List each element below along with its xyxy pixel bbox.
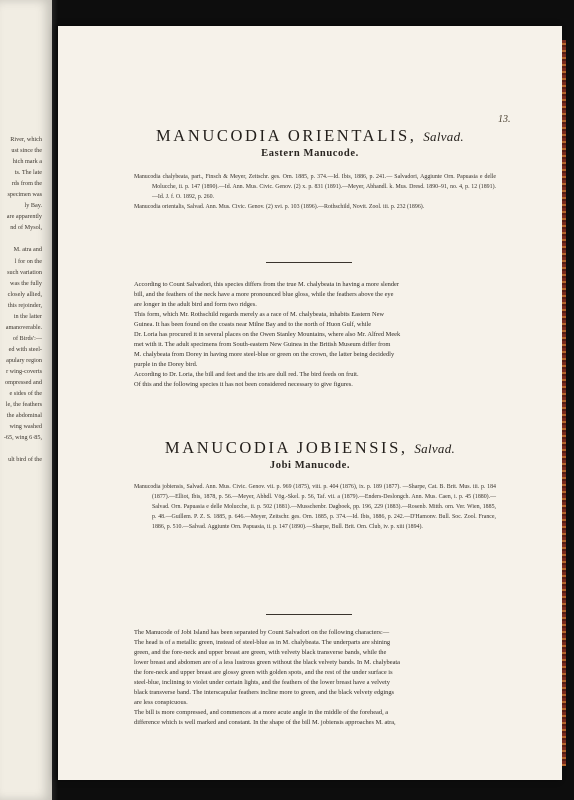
- left-page-line: River, which: [10, 136, 42, 143]
- common-name-orientalis: Eastern Manucode.: [261, 148, 359, 159]
- body-line: This form, which Mr. Rothschild regards merely as a race of M. chalybeata, inhabits Eastern New: [134, 311, 385, 319]
- reference-entry: Manucodia orientalis, Salvad. Ann. Mus. Civic. Genov. (2) xvi. p. 103 (1896).—Rothschild, Novit. Zool. iii. p. 232 (1896).: [134, 204, 425, 210]
- body-line: black transverse band. The interscapular feathers incline more to green, and the black velvety edgings: [134, 689, 395, 697]
- body-line: lower breast and abdomen are of a less lustrous green without the black velvety bands. In M. chalybeata: [134, 659, 401, 667]
- body-line: met with it. The adult specimens from South-eastern New Guinea in the British Museum differ from: [134, 341, 391, 349]
- species-author: Salvad.: [423, 129, 464, 144]
- species-title-jobiensis: [58, 438, 562, 458]
- left-page-line: specimen was: [7, 191, 42, 199]
- left-page-line: ust since the: [11, 147, 42, 155]
- body-text-jobiensis: [134, 628, 498, 728]
- body-line: Of this and the following species it has not been considered necessary to give figures.: [134, 381, 353, 389]
- common-name-jobiensis: Jobi Manucode.: [269, 460, 351, 471]
- body-text-orientalis: [134, 280, 498, 391]
- left-page-line: [0, 443, 42, 454]
- body-line: Guinea. It has been found on the coasts near Milne Bay and to the north of Huon Gulf, while: [134, 321, 372, 329]
- left-page-line: e sides of the: [9, 390, 42, 398]
- left-page-line: closely allied,: [7, 290, 42, 298]
- species-name: MANUCODIA JOBIENSIS,: [164, 438, 408, 457]
- body-line: The Manucode of Jobi Island has been separated by Count Salvadori on the following characters:—: [134, 629, 390, 636]
- section-divider: [266, 262, 352, 263]
- left-page-line: le, the feathers: [5, 401, 42, 409]
- left-page-line: [0, 233, 42, 244]
- page-number: 13.: [498, 114, 511, 125]
- species-name: MANUCODIA ORIENTALIS,: [156, 126, 417, 145]
- reference-entry: Manucodia jobiensis, Salvad. Ann. Mus. Civic. Genov. vii. p. 969 (1875), viii. p. 404 (1876), ix. p. 189 (1877). —Sharpe, Cat. B. Brit. Mus. iii. p. 184 (1877).—Elliot, Ibis, 1878, p. 56.—Meyer, Abhdl. Vög.-Skel. p. 56, Taf. vii. a (1879).—Enders-Deslongch. Ann. Mus. Caen, i. p. 45 (1880).—Salvad. Orn. Papuasia e delle Molucche, ii. p. 502 (1881).—Musschenbr. Dagboek, pp. 196, 229 (1883).—Rosenb. Mitth. orn. Ver. Wien, 1885, p. 48.—Guillem. P. Z. S. 1885, p. 646.—Meyer, Zeitschr. ges. Orn. 1885, p. 374.—Id. Ibis, 1886, p. 242.—D'Hamonv. Bull. Soc. Zool. France, 1886, p. 510.—Salvad. Aggiunte Orn. Papuasia, ii. p. 147 (1890).—Sharpe, Bull. Brit. Orn. Club, iv. p. xiii (1894).: [134, 484, 496, 530]
- section-divider: [266, 614, 352, 615]
- left-page-line: was the fully: [10, 279, 42, 287]
- references-orientalis: [134, 172, 496, 212]
- body-line: steel-blue, inclining to violet under certain lights, and the feathers of the lower breast have a velvety: [134, 679, 390, 687]
- reference-entry: Manucodia chalybeata, part., Finsch & Meyer, Zeitschr. ges. Orn. 1885, p. 374.—Id. Ibis, 1886, p. 241.— Salvadori, Aggiunte Orn. Papuasia e delle Molucche, ii. p. 147 (1890).—Id. Ann. Mus. Civic. Genov. (2) x. p. 831 (1891).—Meyer, Abhandl. k. Mus. Dresd. 1890–91, no. 4, p. 12 (1891).—Id. J. f. O. 1892, p. 260.: [134, 174, 496, 200]
- left-page-line: ts. The late: [14, 169, 42, 177]
- left-page-line: in the latter: [13, 312, 42, 320]
- body-line: According to Dr. Loria, the bill and feet and the iris are dull red. The bird feeds on fruit.: [134, 371, 359, 379]
- body-line: the fore-neck and upper breast are glossy green with golden spots, and the rest of the under surface is: [134, 669, 393, 677]
- left-page-line: amanoverable.: [5, 323, 42, 331]
- references-jobiensis: [134, 482, 496, 532]
- left-page-line: M. atra and: [13, 246, 42, 254]
- left-page-line: such variation: [7, 268, 42, 276]
- left-page-line: wing washed: [9, 423, 42, 431]
- left-page-line: ult bird of the: [8, 456, 42, 464]
- body-line: green, and the fore-neck and upper breast are green, with velvety black transverse bands, while the: [134, 649, 387, 657]
- body-line: According to Count Salvadori, this species differs from the true M. chalybeata in having a more slender: [134, 281, 400, 288]
- left-page-line: l for on the: [14, 257, 42, 265]
- right-page: [58, 26, 562, 780]
- body-line: are longer in the adult bird and form two ridges.: [134, 301, 257, 309]
- left-page-line: this rejoinder,: [7, 301, 42, 309]
- left-page-line: ly Bay.: [24, 202, 42, 210]
- left-page-text: [0, 134, 42, 465]
- left-page-line: ompressed and: [5, 379, 42, 387]
- body-line: M. chalybeata from Dorey in having more steel-blue or green on the crown, the latter being decidedly: [134, 351, 395, 359]
- species-author: Salvad.: [414, 441, 456, 456]
- left-page-line: -65, wing 6·85,: [3, 434, 42, 442]
- left-page-line: nd of Mysol,: [10, 224, 42, 232]
- left-page-line: the abdominal: [6, 412, 42, 420]
- left-page-line: apulary region: [6, 356, 42, 364]
- body-line: The bill is more compressed, and commences at a more acute angle in the middle of the forehead, a: [134, 709, 389, 717]
- left-page-line: are apparently: [6, 213, 42, 221]
- body-line: Dr. Loria has procured it in several places on the Owen Stanley Mountains, where also Mr. Alfred Meek: [134, 331, 401, 339]
- left-page-line: of Birds':—: [12, 334, 42, 342]
- left-page-line: r wing-coverts: [6, 367, 42, 375]
- species-title-orientalis: [58, 126, 562, 146]
- body-line: are less conspicuous.: [134, 699, 188, 707]
- body-line: difference which is well marked and constant. In the shape of the bill M. jobiensis approaches M. atra,: [134, 719, 396, 727]
- left-page-line: hich mark a: [12, 158, 42, 166]
- left-page: [0, 0, 52, 800]
- left-page-line: rds from the: [11, 180, 42, 188]
- body-line: bill, and the feathers of the neck have a more pronounced blue gloss, while the feathers above the eye: [134, 291, 394, 299]
- body-line: The head is of a metallic green, instead of steel-blue as in M. chalybeata. The underparts are shining: [134, 639, 391, 647]
- body-line: purple in the Dorey bird.: [134, 361, 198, 369]
- page-edge: [562, 40, 566, 766]
- left-page-line: ed with steel-: [8, 345, 42, 353]
